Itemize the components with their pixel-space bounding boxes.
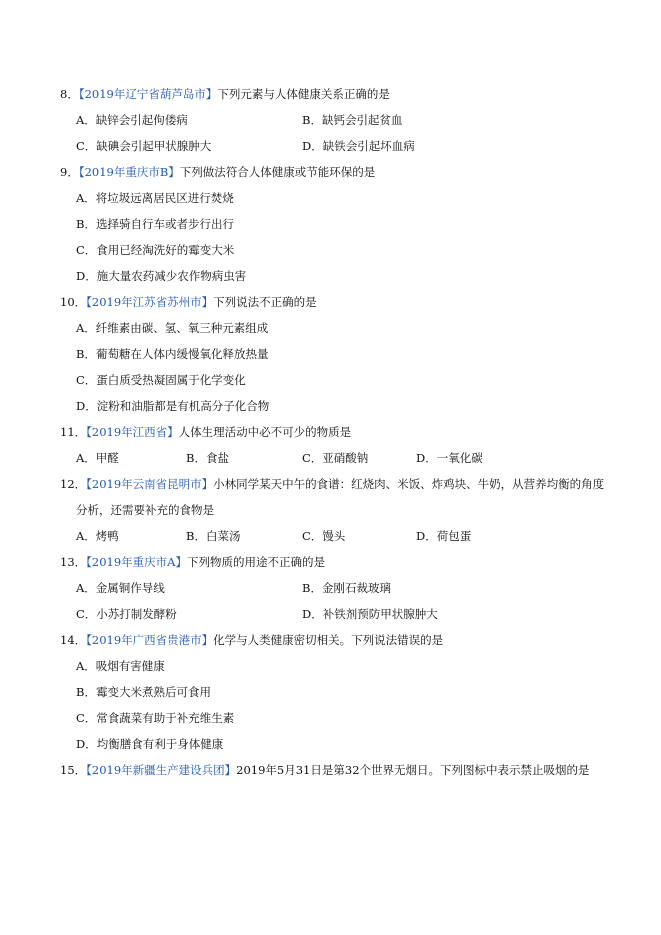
option-c: C．常食蔬菜有助于补充维生素 — [76, 711, 235, 725]
question-stem: 下列元素与人体健康关系正确的是 — [217, 87, 390, 101]
question-13 — [60, 554, 325, 570]
option-c: C．蛋白质受热凝固属于化学变化 — [76, 373, 246, 387]
source-tag: 【2019年云南省昆明市】 — [86, 477, 214, 491]
question-12 — [60, 476, 604, 492]
source-tag: 【2019年辽宁省葫芦岛市】 — [78, 87, 218, 101]
question-number: 9． — [60, 165, 79, 179]
option-b: B．食盐 — [186, 451, 229, 465]
question-stem: 下列做法符合人体健康或节能环保的是 — [179, 165, 376, 179]
option-a: A．纤维素由碳、氢、氧三种元素组成 — [76, 321, 269, 335]
source-tag: 【2019年江西省】 — [86, 425, 179, 439]
question-number: 15． — [60, 763, 87, 777]
source-tag: 【2019年广西省贵港市】 — [86, 633, 214, 647]
option-d: D．缺铁会引起坏血病 — [302, 139, 415, 153]
option-c: C．小苏打制发酵粉 — [76, 607, 177, 621]
question-number: 14． — [60, 633, 87, 647]
option-d: D．均衡膳食有利于身体健康 — [76, 737, 224, 751]
question-stem-continued: 分析，还需要补充的食物是 — [76, 503, 214, 517]
option-b: B．霉变大米煮熟后可食用 — [76, 685, 211, 699]
question-stem: 小林同学某天中午的食谱：红烧肉、米饭、炸鸡块、牛奶，从营养均衡的角度 — [213, 477, 605, 491]
option-a: A．烤鸭 — [76, 529, 119, 543]
option-b: B．缺钙会引起贫血 — [302, 113, 403, 127]
question-number: 10． — [60, 295, 87, 309]
source-tag: 【2019年重庆市A】 — [86, 555, 187, 569]
option-c: C．亚硝酸钠 — [302, 451, 369, 465]
option-a: A．将垃圾远离居民区进行焚烧 — [76, 191, 234, 205]
option-b: B．金刚石裁玻璃 — [302, 581, 391, 595]
option-d: D．淀粉和油脂都是有机高分子化合物 — [76, 399, 270, 413]
question-8 — [60, 86, 390, 102]
option-d: D．一氧化碳 — [416, 451, 483, 465]
question-stem: 化学与人类健康密切相关。下列说法错误的是 — [213, 633, 444, 647]
option-c: C．馒头 — [302, 529, 346, 543]
question-number: 8． — [60, 87, 79, 101]
source-tag: 【2019年重庆市B】 — [78, 165, 180, 179]
question-9 — [60, 164, 375, 180]
question-number: 13． — [60, 555, 87, 569]
option-d: D．施大量农药减少农作物病虫害 — [76, 269, 247, 283]
option-d: D．补铁剂预防甲状腺肿大 — [302, 607, 438, 621]
source-tag: 【2019年新疆生产建设兵团】 — [86, 763, 237, 777]
question-15 — [60, 762, 590, 778]
option-b: B．白菜汤 — [186, 529, 241, 543]
option-a: A．金属铜作导线 — [76, 581, 165, 595]
question-number: 12． — [60, 477, 87, 491]
question-14 — [60, 632, 443, 648]
option-a: A．吸烟有害健康 — [76, 659, 165, 673]
option-b: B．葡萄糖在人体内缓慢氧化释放热量 — [76, 347, 269, 361]
question-number: 11． — [60, 425, 87, 439]
source-tag: 【2019年江苏省苏州市】 — [86, 295, 214, 309]
question-stem: 下列说法不正确的是 — [213, 295, 317, 309]
option-b: B．选择骑自行车或者步行出行 — [76, 217, 234, 231]
option-c: C．缺碘会引起甲状腺肿大 — [76, 139, 212, 153]
question-stem: 下列物质的用途不正确的是 — [186, 555, 325, 569]
option-a: A．甲醛 — [76, 451, 119, 465]
question-stem: 2019年5月31日是第32个世界无烟日。下列图标中表示禁止吸烟的是 — [236, 763, 590, 777]
option-a: A．缺锌会引起佝偻病 — [76, 113, 188, 127]
question-11 — [60, 424, 351, 440]
option-d: D．荷包蛋 — [416, 529, 472, 543]
option-c: C．食用已经淘洗好的霉变大米 — [76, 243, 235, 257]
question-10 — [60, 294, 317, 310]
question-stem: 人体生理活动中必不可少的物质是 — [178, 425, 352, 439]
